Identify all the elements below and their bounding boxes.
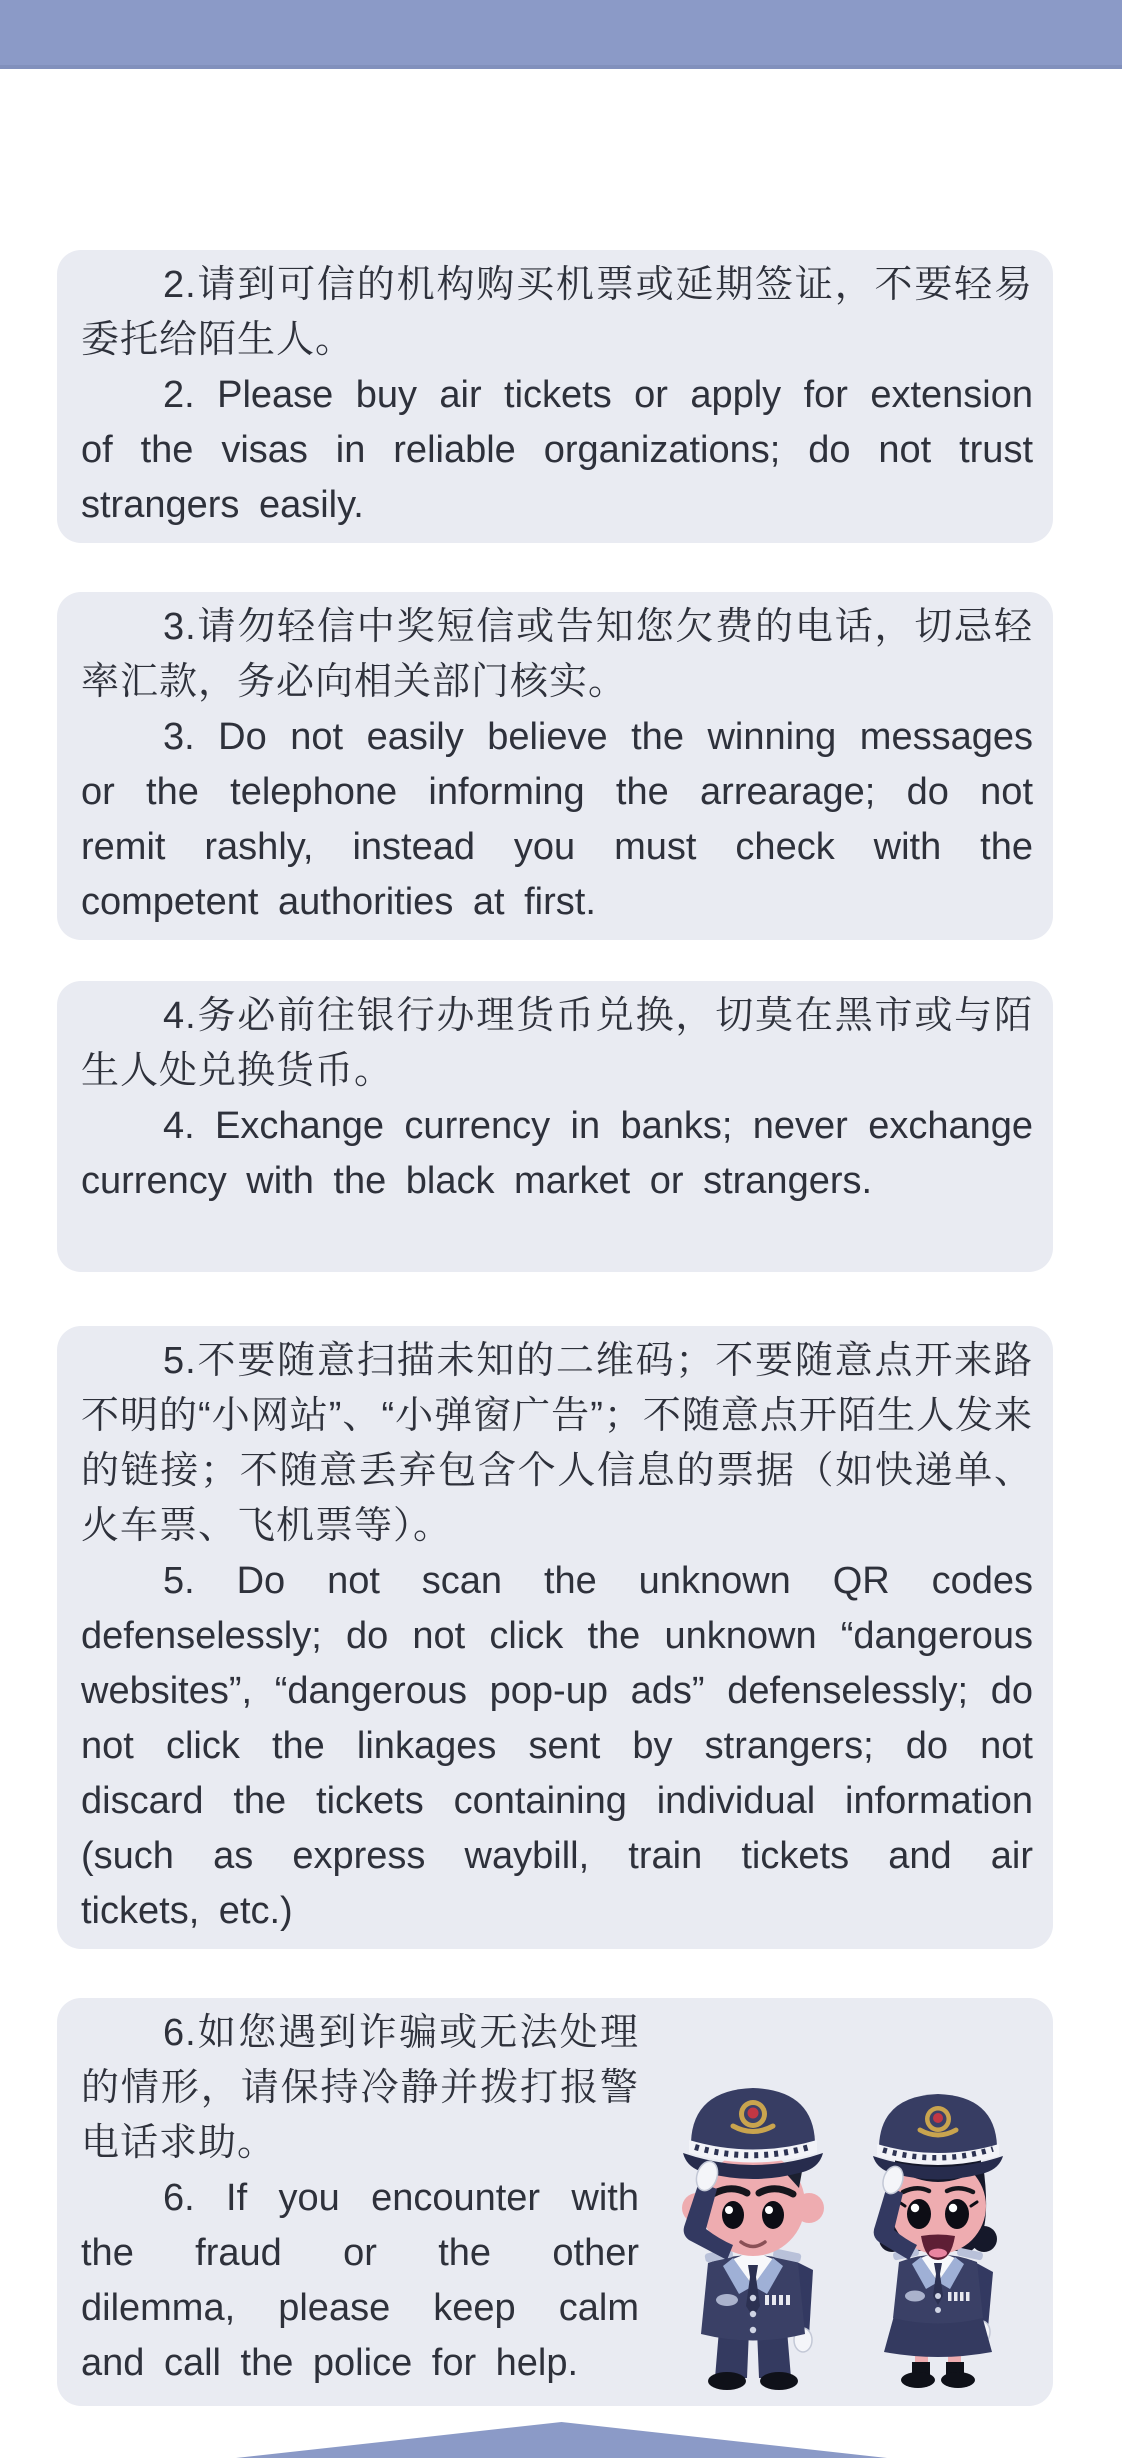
police-officer-female	[873, 2094, 1003, 2388]
tip-2-english-text: 2. Please buy air tickets or apply for extension of the visas in reliable organizations; do not trust strangers easily.	[81, 374, 1033, 526]
tip-6-chinese-text: 6.如您遇到诈骗或无法处理的情形，请保持冷静并拨打报警电话求助。	[81, 2012, 639, 2164]
tip-4-chinese-text: 4.务必前往银行办理货币兑换，切莫在黑市或与陌生人处兑换货币。	[81, 995, 1033, 1092]
tip-5-english-text: 5. Do not scan the unknown QR codes defenselessly; do not click the unknown “dangerous websites”, “dangerous pop-up ads” defenselessly; do not click the linkages sent by strangers; do not discard the tickets containing individual information (such as express waybill, train tickets and air tickets, etc.)	[81, 1560, 1033, 1932]
tip-4-box	[57, 981, 1053, 1272]
tip-6-box	[57, 1998, 1053, 2406]
header-bar	[0, 0, 1122, 69]
police-officer-male	[682, 2088, 824, 2390]
tip-2-box	[57, 250, 1053, 543]
tip-3-english-text: 3. Do not easily believe the winning messages or the telephone informing the arrearage; do not remit rashly, instead you must check with the competent authorities at first.	[81, 716, 1033, 923]
tip-6-english-text: 6. If you encounter with the fraud or the other dilemma, please keep calm and call the police for help.	[81, 2177, 639, 2384]
tip-5-chinese-text: 5.不要随意扫描未知的二维码；不要随意点开来路不明的“小网站”、“小弹窗广告”；不随意点开陌生人发来的链接；不随意丢弃包含个人信息的票据（如快递单、火车票、飞机票等）。	[81, 1340, 1033, 1547]
tip-4-english-text: 4. Exchange currency in banks; never exchange currency with the black market or strangers.	[81, 1105, 1033, 1202]
tips-list	[57, 250, 1053, 2406]
tip-5-box	[57, 1326, 1053, 1949]
tip-3-chinese-text: 3.请勿轻信中奖短信或告知您欠费的电话，切忌轻率汇款，务必向相关部门核实。	[81, 606, 1033, 703]
tip-2-chinese-text: 2.请到可信的机构购买机票或延期签证，不要轻易委托给陌生人。	[81, 264, 1033, 361]
tip-3-box	[57, 592, 1053, 940]
police-officers-saluting-illustration	[653, 2046, 1033, 2396]
bottom-divider-triangle	[236, 2422, 887, 2458]
